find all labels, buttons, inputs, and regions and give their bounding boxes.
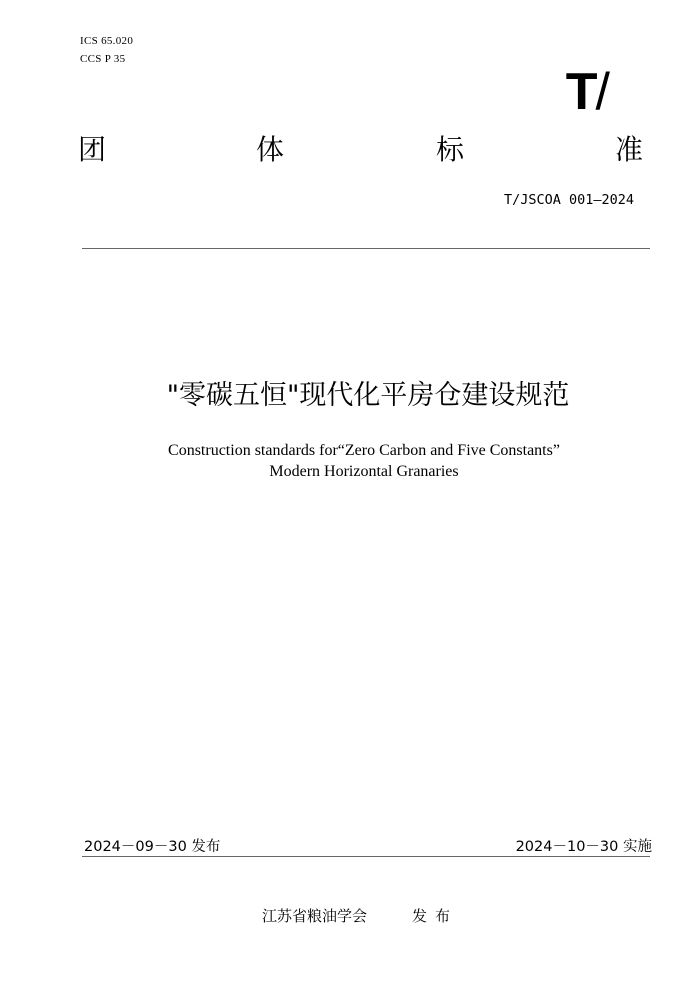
standard-code: T/JSCOA 001—2024 xyxy=(503,192,634,208)
logo-letter: T xyxy=(565,63,596,121)
title-english-line-1: Construction standards for“Zero Carbon and Five Constants” xyxy=(168,442,560,459)
top-divider xyxy=(82,248,650,249)
standard-type-char-4: 准 xyxy=(615,133,644,166)
standard-type-char-3: 标 xyxy=(436,133,465,166)
ics-code: ICS 65.020 xyxy=(80,35,134,47)
title-english xyxy=(0,440,700,482)
logo-slash: / xyxy=(595,63,608,121)
standard-logo xyxy=(565,63,608,121)
ccs-code: CCS P 35 xyxy=(80,53,126,65)
issue-date: 2024－09－30 发布 xyxy=(84,839,221,855)
standard-type-char-2: 体 xyxy=(256,133,285,166)
standard-type-char-1: 团 xyxy=(78,133,107,166)
bottom-divider xyxy=(82,856,650,857)
publish-label: 发布 xyxy=(412,907,459,925)
publisher-name: 江苏省粮油学会 xyxy=(262,907,368,925)
title-english-line-2: Modern Horizontal Granaries xyxy=(269,463,459,480)
title-chinese: "零碳五恒"现代化平房仓建设规范 xyxy=(166,380,570,411)
implementation-date: 2024－10－30 实施 xyxy=(515,839,652,855)
